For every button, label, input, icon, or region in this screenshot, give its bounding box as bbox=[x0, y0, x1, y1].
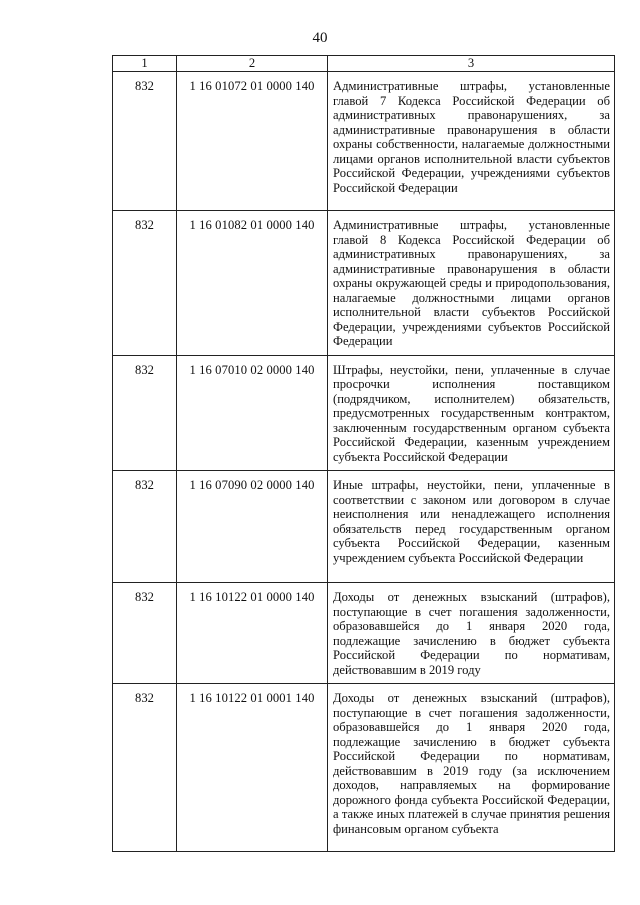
page-number: 40 bbox=[312, 30, 328, 46]
column-header-1: 1 bbox=[113, 56, 177, 72]
admin-code-cell: 832 bbox=[113, 355, 177, 471]
table-row bbox=[113, 684, 615, 852]
budget-code-cell: 1 16 10122 01 0000 140 bbox=[177, 583, 328, 684]
revenue-codes-table bbox=[112, 55, 615, 852]
budget-code-cell: 1 16 01072 01 0000 140 bbox=[177, 72, 328, 211]
description-cell: Доходы от денежных взысканий (штрафов), поступающие в счет погашения задолженности, образовавшейся до 1 января 2020 года, подлежащие зачислению в бюджет субъекта Российской Федерации по нормативам, действовавшим в 2019 году bbox=[328, 583, 615, 684]
admin-code-cell: 832 bbox=[113, 684, 177, 852]
column-header-2: 2 bbox=[177, 56, 328, 72]
budget-code-cell: 1 16 10122 01 0001 140 bbox=[177, 684, 328, 852]
description-cell: Административные штрафы, установленные главой 8 Кодекса Российской Федерации об административных правонарушениях, за административные правонарушения в области охраны окружающей среды и природопользования, налагаемые должностными лицами органов исполнительной власти субъектов Российской Федерации, учреждениями субъектов Российской Федерации bbox=[328, 211, 615, 356]
column-header-3: 3 bbox=[328, 56, 615, 72]
admin-code-cell: 832 bbox=[113, 583, 177, 684]
description-cell: Иные штрафы, неустойки, пени, уплаченные в соответствии с законом или договором в случае неисполнения или ненадлежащего исполнения обязательств перед государственным органом субъекта Российской Федерации, казенным учреждением субъекта Российской Федерации bbox=[328, 471, 615, 583]
table-header-row bbox=[113, 56, 615, 72]
budget-code-cell: 1 16 07090 02 0000 140 bbox=[177, 471, 328, 583]
budget-code-cell: 1 16 07010 02 0000 140 bbox=[177, 355, 328, 471]
budget-code-cell: 1 16 01082 01 0000 140 bbox=[177, 211, 328, 356]
table-row bbox=[113, 583, 615, 684]
description-cell: Доходы от денежных взысканий (штрафов), поступающие в счет погашения задолженности, образовавшейся до 1 января 2020 года, подлежащие зачислению в бюджет субъекта Российской Федерации по нормативам, действовавшим в 2019 году (за исключением доходов, направляемых на формирование дорожного фонда субъекта Российской Федерации, а также иных платежей в случае принятия решения финансовым органом субъекта bbox=[328, 684, 615, 852]
admin-code-cell: 832 bbox=[113, 211, 177, 356]
table-row bbox=[113, 211, 615, 356]
table-row bbox=[113, 72, 615, 211]
description-cell: Административные штрафы, установленные главой 7 Кодекса Российской Федерации об административных правонарушениях, за административные правонарушения в области охраны собственности, налагаемые должностными лицами органов исполнительной власти субъектов Российской Федерации, учреждениями субъектов Российской Федерации bbox=[328, 72, 615, 211]
description-cell: Штрафы, неустойки, пени, уплаченные в случае просрочки исполнения поставщиком (подрядчиком, исполнителем) обязательств, предусмотренных государственным контрактом, заключенным государственным органом субъекта Российской Федерации, казенным учреждением субъекта Российской Федерации bbox=[328, 355, 615, 471]
table-row bbox=[113, 471, 615, 583]
admin-code-cell: 832 bbox=[113, 72, 177, 211]
admin-code-cell: 832 bbox=[113, 471, 177, 583]
table-row bbox=[113, 355, 615, 471]
